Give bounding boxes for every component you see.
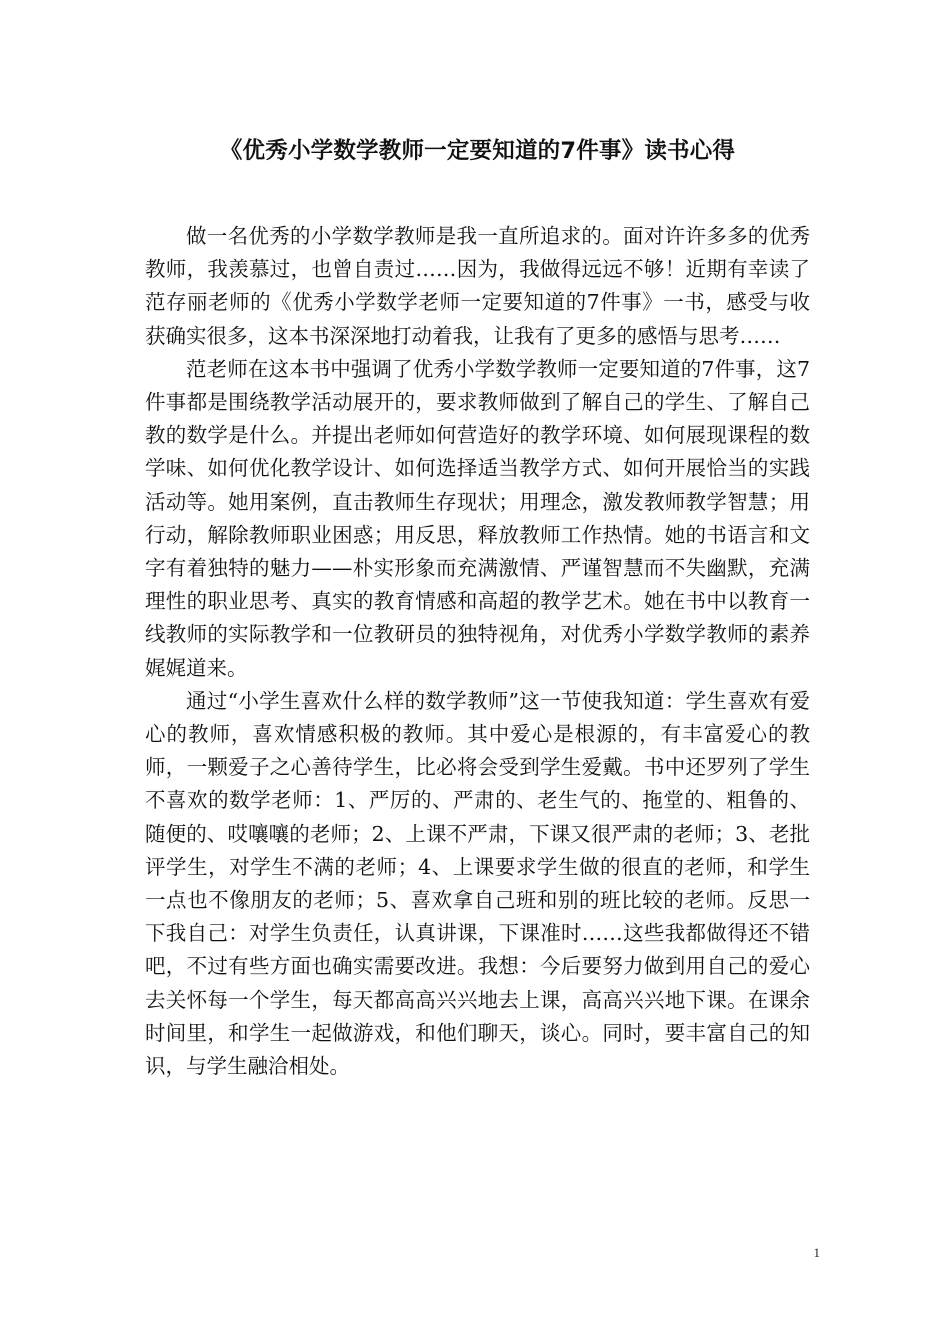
document-title: 《优秀小学数学教师一定要知道的7件事》读书心得 xyxy=(219,138,736,164)
paragraph-3: 通过“小学生喜欢什么样的数学教师”这一节使我知道：学生喜欢有爱心的教师，喜欢情感积极的教师。其中爱心是根源的，有丰富爱心的教师，一颗爱子之心善待学生，比必将会受到学生爱戴。书中还罗列了学生不喜欢的数学老师：1、严厉的、严肃的、老生气的、拖堂的、粗鲁的、随便的、哎嚷嚷的老师；2、上课不严肃，下课又很严肃的老师；3、老批评学生，对学生不满的老师；4、上课要求学生做的很直的老师，和学生一点也不像朋友的老师；5、喜欢拿自己班和别的班比较的老师。反思一下我自己：对学生负责任，认真讲课，下课准时……这些我都做得还不错吧，不过有些方面也确实需要改进。我想：今后要努力做到用自己的爱心去关怀每一个学生，每天都高高兴兴地去上课，高高兴兴地下课。在课余时间里，和学生一起做游戏，和他们聊天，谈心。同时，要丰富自己的知识，与学生融洽相处。 xyxy=(145,688,810,1079)
paragraph-2: 范老师在这本书中强调了优秀小学数学教师一定要知道的7件事，这7件事都是围绕教学活动展开的，要求教师做到了解自己的学生、了解自己教的数学是什么。并提出老师如何营造好的教学环境、如何展现课程的数学味、如何优化教学设计、如何选择适当教学方式、如何开展恰当的实践活动等。她用案例，直击教师生存现状；用理念，激发教师教学智慧；用行动，解除教师职业困惑；用反思，释放教师工作热情。她的书语言和文字有着独特的魅力——朴实形象而充满激情、严谨智慧而不失幽默，充满理性的职业思考、真实的教育情感和高超的教学艺术。她在书中以教育一线教师的实际教学和一位教研员的独特视角，对优秀小学数学教师的素养娓娓道来。 xyxy=(145,356,810,680)
page-number: 1 xyxy=(813,1245,820,1260)
paragraph-1: 做一名优秀的小学数学教师是我一直所追求的。面对许许多多的优秀教师，我羡慕过，也曾自责过……因为，我做得远远不够！近期有幸读了范存丽老师的《优秀小学数学老师一定要知道的7件事》一书，感受与收获确实很多，这本书深深地打动着我，让我有了更多的感悟与思考…… xyxy=(145,224,810,348)
document-body xyxy=(145,220,810,1083)
